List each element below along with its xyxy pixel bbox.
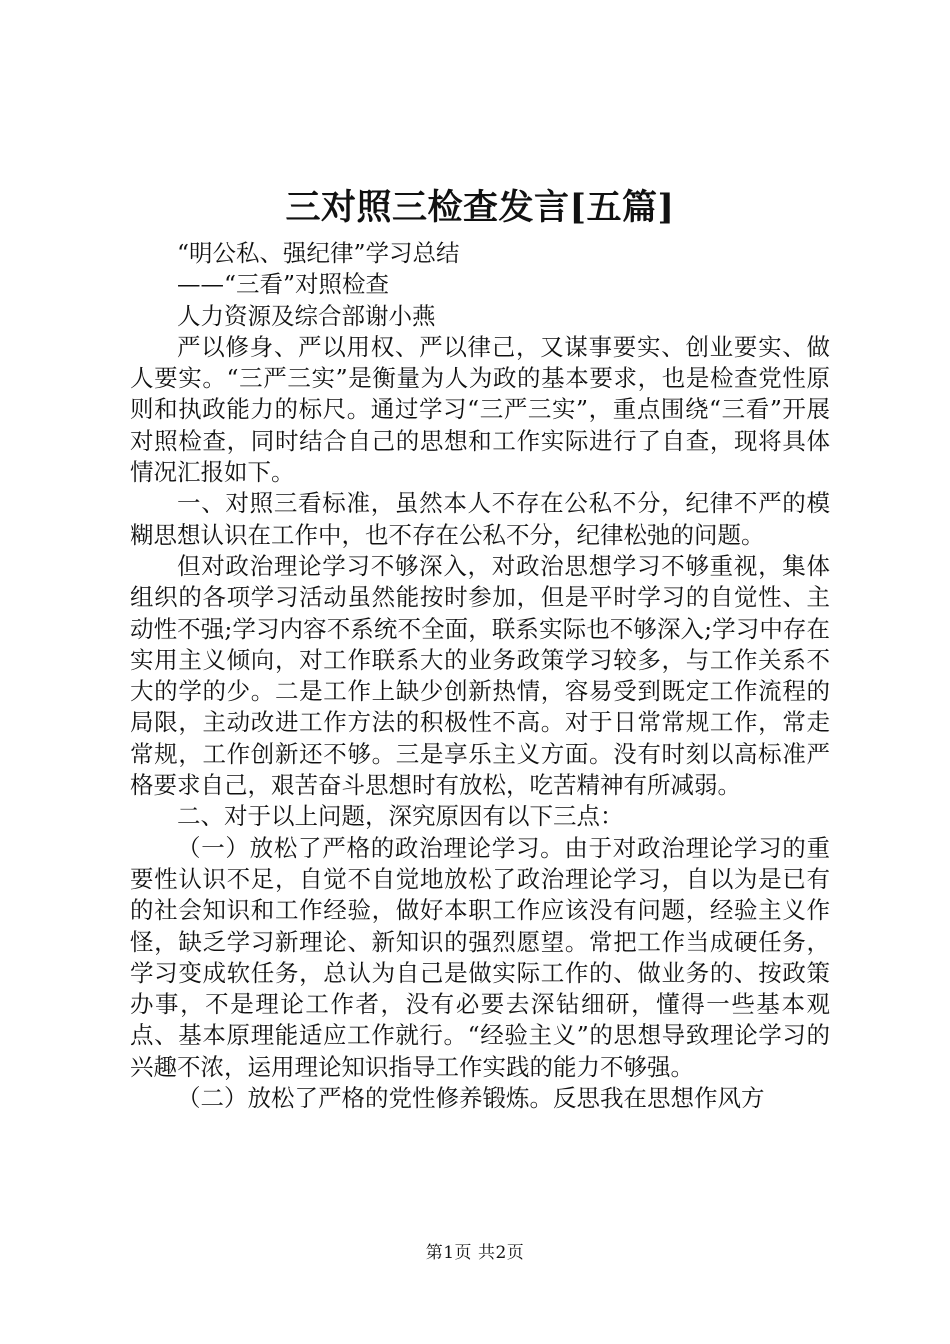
body-paragraph: （一）放松了严格的政治理论学习。由于对政治理论学习的重要性认识不足，自觉不自觉地放松了政治理论学习，自以为是已有的社会知识和工作经验，做好本职工作应该没有问题，经验主义作怪，缺乏学习新理论、新知识的强烈愿望。常把工作当成硬任务，学习变成软任务，总认为自己是做实际工作的、做业务的、按政策办事，不是理论工作者，没有必要去深钻细研，懂得一些基本观点、基本原理能适应工作就行。“经验主义”的思想导致理论学习的兴趣不浓，运用理论知识指导工作实践的能力不够强。 [130, 833, 830, 1081]
subtitle-line: ——“三看”对照检查 [177, 270, 390, 299]
author-line: 人力资源及综合部谢小燕 [177, 301, 436, 330]
body-paragraph: 一、对照三看标准，虽然本人不存在公私不分，纪律不严的模糊思想认识在工作中，也不存在公私不分，纪律松弛的问题。 [130, 489, 830, 549]
body-paragraph: 二、对于以上问题，深究原因有以下三点： [177, 802, 624, 831]
body-paragraph: 但对政治理论学习不够深入，对政治思想学习不够重视，集体组织的各项学习活动虽然能按时参加，但是平时学习的自觉性、主动性不强;学习内容不系统不全面，联系实际也不够深入;学习中存在实用主义倾向，对工作联系大的业务政策学习较多，与工作关系不大的学的少。二是工作上缺少创新热情，容易受到既定工作流程的局限，主动改进工作方法的积极性不高。对于日常常规工作，常走常规，工作创新还不够。三是享乐主义方面。没有时刻以高标准严格要求自己，艰苦奋斗思想时有放松，吃苦精神有所减弱。 [130, 551, 830, 800]
document-page [130, 180, 830, 1114]
body-paragraph: 严以修身、严以用权、严以律己，又谋事要实、创业要实、做人要实。“三严三实”是衡量为人为政的基本要求，也是检查党性原则和执政能力的标尺。通过学习“三严三实”，重点围绕“三看”开展对照检查，同时结合自己的思想和工作实际进行了自查，现将具体情况汇报如下。 [130, 332, 830, 487]
subtitle-line: “明公私、强纪律”学习总结 [177, 239, 460, 267]
body-paragraph: （二）放松了严格的党性修养锻炼。反思我在思想作风方 [177, 1084, 765, 1113]
document-title: 三对照三检查发言[五篇] [285, 187, 675, 228]
page-number-footer: 第1页 共2页 [425, 1243, 525, 1263]
